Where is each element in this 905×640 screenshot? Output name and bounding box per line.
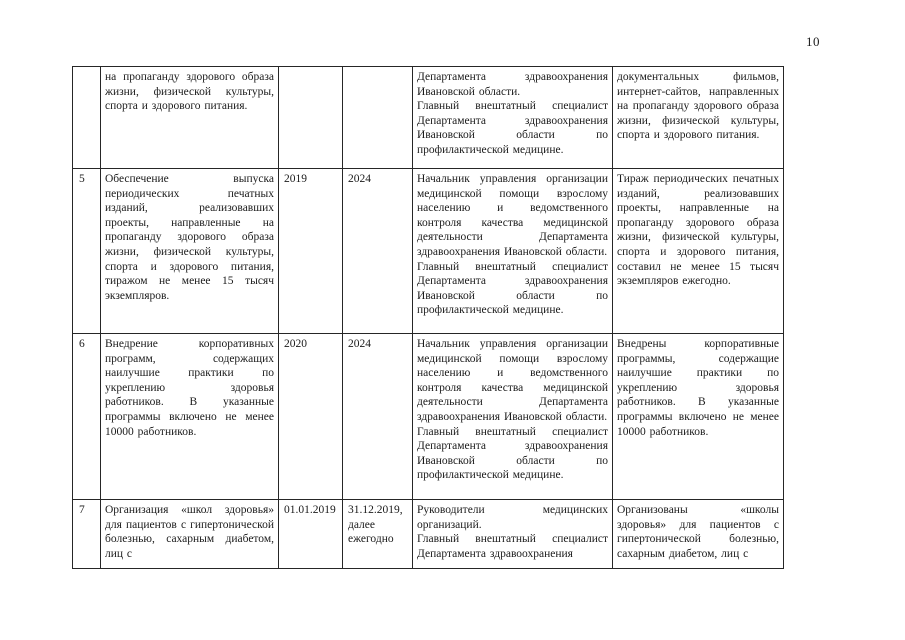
cell-start-date: 2019 [279, 169, 343, 334]
cell-result [613, 500, 784, 569]
cell-paragraph: Тираж периодических печатных изданий, реализовавших проекты, направленные на пропаганду здорового образа жизни, физической культуры, спорта и здорового питания, составил не менее 15 тысяч экземпляров ежегодно. [617, 173, 779, 288]
cell-result [613, 334, 784, 500]
cell-number: 5 [73, 169, 101, 334]
cell-activity [101, 334, 279, 500]
cell-paragraph: Обеспечение выпуска периодических печатных изданий, реализовавших проекты, направленные на пропаганду здорового образа жизни, физической культуры, спорта и здорового питания, тиражом не менее 15 тысяч экземпляров. [105, 173, 274, 302]
cell-paragraph: Внедрены корпоративные программы, содержащие наилучшие практики по укреплению здоровья работников. В указанные программы включено не менее 10000 работников. [617, 338, 779, 438]
cell-paragraph: Организованы «школы здоровья» для пациентов с гипертонической болезнью, сахарным диабетом, лиц с [617, 504, 779, 560]
cell-paragraph: Главный внештатный специалист Департамента здравоохранения Ивановской области по профилактической медицине. [417, 425, 608, 482]
cell-start-date: 01.01.2019 [279, 500, 343, 569]
activity-table [72, 66, 784, 569]
cell-paragraph: на пропаганду здорового образа жизни, физической культуры, спорта и здорового питания. [105, 71, 274, 113]
page-number: 10 [806, 34, 820, 49]
cell-paragraph: Департамента здравоохранения Ивановской области. [417, 71, 608, 98]
cell-end-date: 2024 [343, 169, 413, 334]
cell-responsible [413, 67, 613, 169]
cell-paragraph: Главный внештатный специалист Департамента здравоохранения Ивановской области по профилактической медицине. [417, 100, 608, 156]
cell-paragraph: Внедрение корпоративных программ, содержащих наилучшие практики по укреплению здоровья работников. В указанные программы включено не менее 10000 работников. [105, 338, 274, 438]
cell-paragraph: Главный внештатный специалист Департамента здравоохранения Ивановской области по профилактической медицине. [417, 260, 608, 317]
cell-end-date [343, 67, 413, 169]
cell-start-date [279, 67, 343, 169]
cell-end-date: 31.12.2019, далее ежегодно [343, 500, 413, 569]
cell-result [613, 67, 784, 169]
cell-paragraph: Главный внештатный специалист Департамента здравоохранения [417, 533, 608, 560]
cell-paragraph: Начальник управления организации медицинской помощи взрослому населению и ведомственного контроля качества медицинской деятельности Департамента здравоохранения Ивановской области. [417, 173, 608, 258]
cell-number: 6 [73, 334, 101, 500]
cell-start-date: 2020 [279, 334, 343, 500]
cell-end-date: 2024 [343, 334, 413, 500]
cell-paragraph: Начальник управления организации медицинской помощи взрослому населению и ведомственного контроля качества медицинской деятельности Департамента здравоохранения Ивановской области. [417, 338, 608, 423]
cell-number: 7 [73, 500, 101, 569]
cell-activity [101, 67, 279, 169]
cell-activity [101, 500, 279, 569]
cell-number [73, 67, 101, 169]
cell-responsible [413, 334, 613, 500]
cell-paragraph: документальных фильмов, интернет-сайтов, направленных на пропаганду здорового образа жизни, физической культуры, спорта и здорового питания. [617, 71, 779, 142]
cell-activity [101, 169, 279, 334]
cell-responsible [413, 169, 613, 334]
cell-result [613, 169, 784, 334]
cell-responsible [413, 500, 613, 569]
cell-paragraph: Организация «школ здоровья» для пациентов с гипертонической болезнью, сахарным диабетом, лиц с [105, 504, 274, 560]
cell-paragraph: Руководители медицинских организаций. [417, 504, 608, 531]
